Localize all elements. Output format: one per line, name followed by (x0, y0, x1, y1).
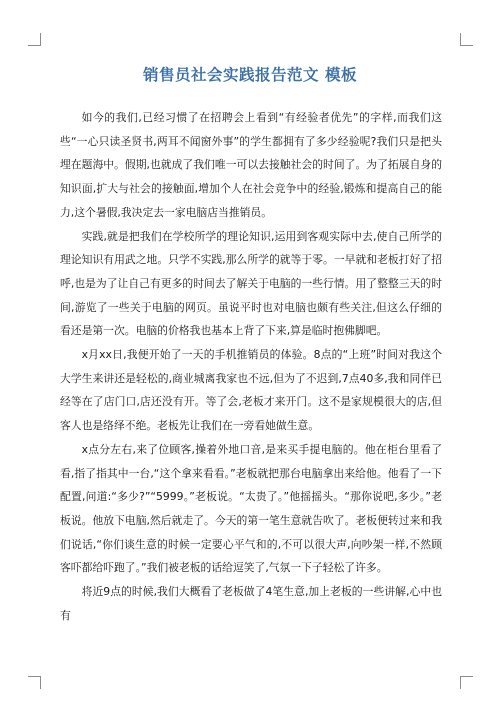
crop-mark-top-left (28, 33, 41, 46)
paragraph: 将近9点的时候,我们大概看了老板做了4笔生意,加上老板的一些讲解,心中也有 (60, 585, 442, 622)
crop-mark-bottom-left (28, 676, 41, 689)
crop-mark-top-right (460, 33, 473, 46)
document-body (60, 106, 442, 627)
paragraph: 如今的我们,已经习惯了在招聘会上看到“有经验者优先”的字样,而我们这些“一心只读圣贤书,两耳不闻窗外事”的学生都拥有了多少经验呢?我们只是把头埋在题海中。假期,也就成了我们唯一可以去接触社会的时间了。为了拓展自身的知识面,扩大与社会的接触面,增加个人在社会竞争中的经验,锻炼和提高自己的能力,这个暑假,我决定去一家电脑店当推销员。 (60, 111, 442, 219)
paragraph: 实践,就是把我们在学校所学的理论知识,运用到客观实际中去,使自己所学的理论知识有用武之地。只学不实践,那么所学的就等于零。一早就和老板打好了招呼,也是为了让自己有更多的时间去了解关于电脑的一些行情。用了整整三天的时间,游览了一些关于电脑的网页。虽说平时也对电脑也颇有些关注,但这么仔细的看还是第一次。电脑的价格我也基本上背了下来,算是临时抱佛脚吧。 (60, 229, 442, 338)
document-title: 销售员社会实践报告范文 模板 (143, 66, 357, 84)
paragraph: x点分左右,来了位顾客,操着外地口音,是来买手提电脑的。他在柜台里看了看,指了指其中一台,“这个拿来看看。”老板就把那台电脑拿出来给他。他看了一下配置,问道:“多少?”“5999。”老板说。“太贵了。”他摇摇头。“那你说吧,多少。”老板说。他放下电脑,然后就走了。今天的第一笔生意就告吹了。老板便转过来和我们说话,“你们谈生意的时候一定要心平气和的,不可以很大声,向吵架一样,不然顾客吓都给吓跑了。”我们被老板的话给逗笑了,气氛一下子轻松了许多。 (60, 442, 442, 575)
paragraph: x月xx日,我便开始了一天的手机推销员的体验。8点的“上班”时间对我这个大学生来讲还是轻松的,商业城离我家也不远,但为了不迟到,7点40多,我和同伴已经等在了店门口,店还没有开。等了会,老板才来开门。这不是家规模很大的店,但客人也是络绎不绝。老板先让我们在一旁看她做生意。 (60, 348, 442, 433)
crop-mark-bottom-right (460, 676, 473, 689)
